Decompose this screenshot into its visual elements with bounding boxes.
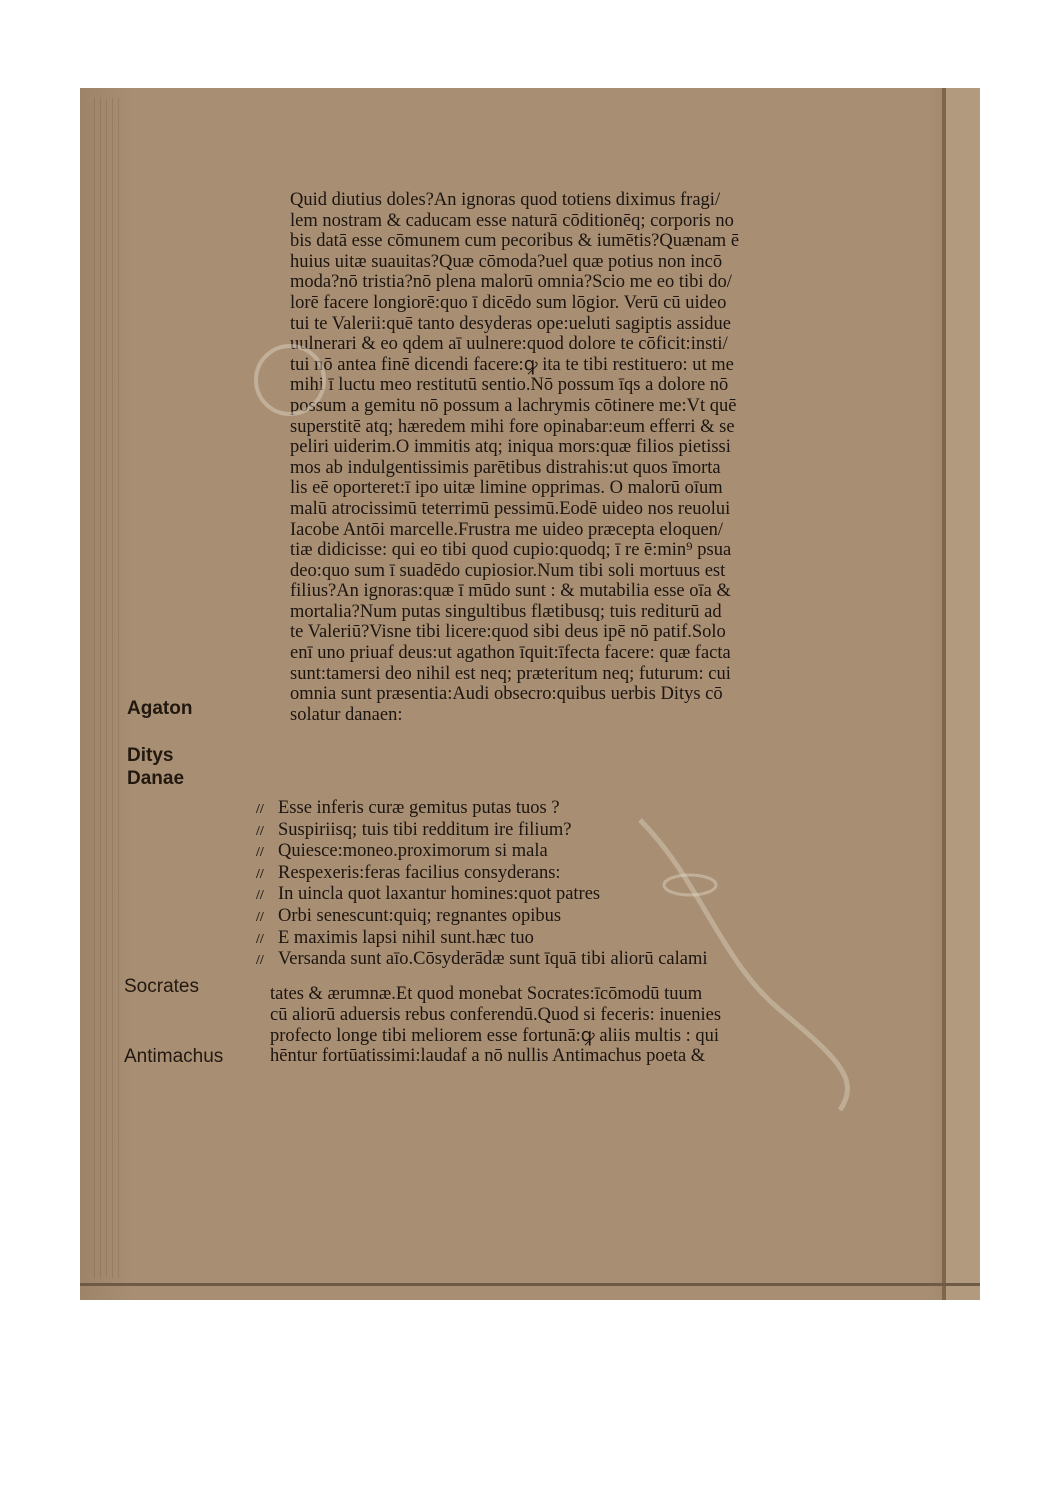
text-line: Iacobe Antōi marcelle.Frustra me uideo præcepta eloquen/ (290, 519, 724, 540)
text-line: tui te Valerii:quē tanto desyderas ope:ueluti sagiptis assidue (290, 313, 731, 334)
text-line: lem nostram & caducam esse naturā cōditionēq; corporis no (290, 210, 734, 231)
verse-line (256, 798, 896, 820)
verse-line (256, 906, 896, 928)
text-line: malū atrocissimū teterrimū pessimū.Eodē uideo nos reuolui (290, 498, 731, 519)
text-line: bis datā esse cōmunem cum pecoribus & iumētis?Quænam ē (290, 231, 740, 252)
text-line: mortalia?Num putas singultibus flætibusq; tuis rediturū ad (290, 601, 722, 622)
verse-text: Versanda sunt aīo.Cōsyderādæ sunt īquā tibi aliorū calami (278, 949, 708, 970)
text-line: uulnerari & eo qdem aī uulnere:quod dolore te cōficit:insti/ (290, 334, 728, 355)
text-line: possum a gemitu nō possum a lachrymis cōtinere me:Vt quē (290, 395, 737, 416)
verse-text: E maximis lapsi nihil sunt.hæc tuo (278, 927, 534, 948)
text-line: solatur danaen: (290, 704, 403, 725)
text-line: sunt:tamersi deo nihil est neq; præteritum neq; futurum: cui (290, 663, 731, 684)
text-line: superstitē atq; hæredem mihi fore opinabar:eum efferri & se (290, 416, 735, 437)
next-page-strip (946, 88, 980, 1300)
text-line: deo:quo sum ī suadēdo cupiosior.Num tibi soli mortuus est (290, 560, 726, 581)
verse-block (256, 798, 896, 971)
text-line: tui nō antea finē dicendi facere:ꝙ ita te tibi restituero: ut me (290, 354, 734, 375)
verse-mark: // (256, 823, 264, 839)
text-line: lorē facere longiorē:quo ī dicēdo sum lōgior. Verū cū uideo (290, 292, 727, 313)
text-line: te Valeriū?Visne tibi licere:quod sibi deus ipē nō patif.Solo (290, 622, 726, 643)
verse-mark: // (256, 931, 264, 947)
verse-line (256, 949, 896, 971)
margin-note-agaton: Agaton (127, 698, 193, 719)
verse-line (256, 841, 896, 863)
bottom-edge (80, 1283, 980, 1286)
verse-mark: // (256, 866, 264, 882)
text-line: filius?An ignoras:quæ ī mūdo sunt : & mutabilia esse oīa & (290, 581, 731, 602)
tail-text (270, 984, 920, 1067)
verse-text: In uincla quot laxantur homines:quot patres (278, 884, 601, 905)
text-line: peliri uiderim.O immitis atq; iniqua mors:quæ filios pietissi (290, 437, 731, 458)
verse-line (256, 928, 896, 950)
verse-text: Quiesce:moneo.proximorum si mala (278, 841, 548, 862)
text-line: Quid diutius doles?An ignoras quod totiens diximus fragi/ (290, 190, 721, 210)
text-line: omnia sunt præsentia:Audi obsecro:quibus uerbis Ditys cō (290, 684, 723, 705)
text-line: lis eē oporteret:ī ipo uitæ limine opprimas. O malorū oīum (290, 478, 723, 499)
margin-note-ditys: Ditys (127, 745, 174, 766)
verse-mark: // (256, 802, 264, 817)
margin-note-antimachus: Antimachus (124, 1046, 224, 1067)
binding-gutter (94, 98, 124, 1278)
verse-text: Respexeris:feras facilius consyderans: (278, 862, 561, 883)
text-line: hēntur fortūatissimi:laudaf a nō nullis Antimachus poeta & (270, 1046, 706, 1067)
margin-note-danae: Danae (127, 768, 185, 789)
verse-mark: // (256, 953, 264, 969)
verse-text: Suspiriisq; tuis tibi redditum ire filium? (278, 819, 572, 840)
margin-note-socrates: Socrates (124, 976, 199, 997)
text-line: cū aliorū aduersis rebus conferendū.Quod si feceris: inuenies (270, 1004, 722, 1025)
text-line: profecto longe tibi meliorem esse fortunā:ꝙ aliis multis : qui (270, 1025, 720, 1046)
text-line: enī uno priuaf deus:ut agathon īquit:īfecta facere: quæ facta (290, 643, 731, 664)
text-line: tiæ didicisse: qui eo tibi quod cupio:quodq; ī re ē:min⁹ psua (290, 540, 732, 561)
text-line: tates & ærumnæ.Et quod monebat Socrates:īcōmodū tuum (270, 984, 703, 1004)
verse-mark: // (256, 845, 264, 861)
verse-mark: // (256, 888, 264, 904)
verse-line (256, 863, 896, 885)
verse-text: Esse inferis curæ gemitus putas tuos ? (278, 798, 560, 818)
text-line: moda?nō tristia?nō plena malorū omnia?Scio me eo tibi do/ (290, 272, 732, 293)
verse-text: Orbi senescunt:quiq; regnantes opibus (278, 905, 562, 926)
verse-line (256, 820, 896, 842)
text-line: mihi ī luctu meo restitutū sentio.Nō possum īqs a dolore nō (290, 375, 729, 396)
verse-mark: // (256, 909, 264, 925)
text-line: mos ab indulgentissimis parētibus distrahis:ut quos īmorta (290, 457, 721, 478)
verse-line (256, 884, 896, 906)
text-line: huius uitæ suauitas?Quæ cōmoda?uel quæ potius non incō (290, 251, 723, 272)
main-text (290, 190, 900, 725)
